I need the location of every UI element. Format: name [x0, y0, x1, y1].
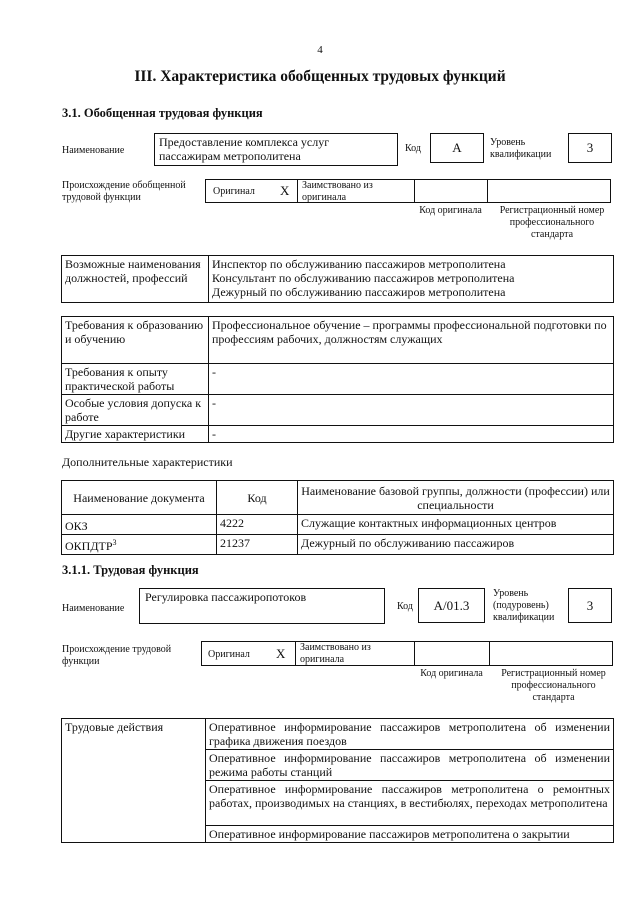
tf-reg-number-label: Регистрационный номер профессионального стандарта: [501, 668, 606, 703]
additional-header-doc: Наименование документа: [62, 481, 217, 515]
requirement-label: Требования к образованию и обучению: [62, 317, 209, 364]
gtf-heading: 3.1. Обобщенная трудовая функция: [62, 106, 263, 120]
gtf-level-label: Уровень квалификации: [490, 137, 552, 160]
gtf-code-box: [430, 133, 484, 163]
additional-doc: ОКПДТР$^3$: [62, 535, 217, 555]
requirement-row: [62, 426, 614, 443]
requirement-label: Требования к опыту практической работы: [62, 364, 209, 395]
positions-list: [209, 256, 614, 303]
actions-table: [61, 718, 614, 843]
gtf-origin-box: [205, 179, 611, 203]
tf-borrowed-label: Заимствовано из оригинала: [300, 642, 371, 665]
requirement-row: [62, 364, 614, 395]
tf-original-mark: X: [276, 646, 286, 661]
requirement-label: Особые условия допуска к работе: [62, 395, 209, 426]
gtf-name-box: [154, 133, 398, 166]
table-row: [62, 515, 614, 535]
tf-name-value: Регулировка пассажиропотоков: [145, 590, 307, 604]
additional-code: 4222: [217, 515, 298, 535]
positions-table: [61, 255, 614, 303]
position-item: Инспектор по обслуживанию пассажиров метрополитена: [212, 257, 506, 271]
page-number: 4: [317, 44, 323, 56]
table-row: [62, 719, 614, 750]
requirement-value: -: [209, 364, 614, 395]
additional-doc: ОКЗ: [62, 515, 217, 535]
gtf-code-label: Код: [405, 143, 421, 154]
position-item: Консультант по обслуживанию пассажиров метрополитена: [212, 271, 515, 285]
gtf-origin-label: Происхождение обобщенной трудовой функции: [62, 180, 186, 203]
tf-heading: 3.1.1. Трудовая функция: [62, 563, 199, 577]
additional-table: [61, 480, 614, 555]
position-item: Дежурный по обслуживанию пассажиров метрополитена: [212, 285, 506, 299]
additional-name: Дежурный по обслуживанию пассажиров: [298, 535, 614, 555]
action-item: Оперативное информирование пассажиров метрополитена об изменении режима работы станций: [206, 750, 614, 781]
gtf-borrowed-label: Заимствовано из оригинала: [302, 180, 373, 203]
gtf-reg-number-label: Регистрационный номер профессионального стандарта: [499, 205, 605, 240]
additional-code: 21237: [217, 535, 298, 555]
section-title: III. Характеристика обобщенных трудовых функций: [134, 68, 506, 85]
gtf-original-mark: X: [280, 183, 290, 198]
requirement-row: [62, 317, 614, 364]
gtf-original-label: Оригинал: [213, 186, 255, 197]
tf-original-label: Оригинал: [208, 649, 250, 660]
tf-code-label: Код: [397, 601, 413, 612]
gtf-name-value: Предоставление комплекса услуг пассажирам метрополитена: [159, 135, 330, 163]
tf-code-value: A/01.3: [433, 598, 470, 613]
tf-level-value: 3: [586, 598, 594, 613]
actions-label: Трудовые действия: [62, 719, 206, 843]
action-item: Оперативное информирование пассажиров метрополитена о закрытии: [206, 826, 614, 843]
action-item: Оперативное информирование пассажиров метрополитена о ремонтных работах, производимых на станциях, в вестибюлях, переходах метрополитена: [206, 781, 614, 826]
gtf-code-value: A: [452, 140, 462, 155]
requirement-value: Профессиональное обучение – программы профессиональной подготовки по профессиям рабочих, должностям служащих: [209, 317, 614, 364]
gtf-level-value: 3: [586, 140, 594, 155]
requirement-value: -: [209, 426, 614, 443]
requirement-row: [62, 395, 614, 426]
requirements-table: [61, 316, 614, 443]
gtf-name-label: Наименование: [62, 145, 125, 156]
additional-name: Служащие контактных информационных центров: [298, 515, 614, 535]
additional-title: Дополнительные характеристики: [62, 455, 233, 469]
additional-header-name: Наименование базовой группы, должности (профессии) или специальности: [298, 481, 614, 515]
tf-name-label: Наименование: [62, 603, 125, 614]
tf-origin-label: Происхождение трудовой функции: [62, 644, 172, 667]
requirement-value: -: [209, 395, 614, 426]
tf-code-original-label: Код оригинала: [420, 668, 483, 679]
gtf-level-box: [568, 133, 612, 163]
additional-header-code: Код: [217, 481, 298, 515]
tf-code-box: [418, 588, 485, 623]
requirement-label: Другие характеристики: [62, 426, 209, 443]
table-row: [62, 535, 614, 555]
tf-level-box: [568, 588, 612, 623]
gtf-code-original-label: Код оригинала: [419, 205, 482, 216]
positions-label: Возможные наименования должностей, профессий: [62, 256, 209, 303]
action-item: Оперативное информирование пассажиров метрополитена об изменении графика движения поездов: [206, 719, 614, 750]
tf-name-box: [139, 588, 385, 624]
tf-level-label: Уровень (подуровень) квалификации: [493, 588, 555, 623]
